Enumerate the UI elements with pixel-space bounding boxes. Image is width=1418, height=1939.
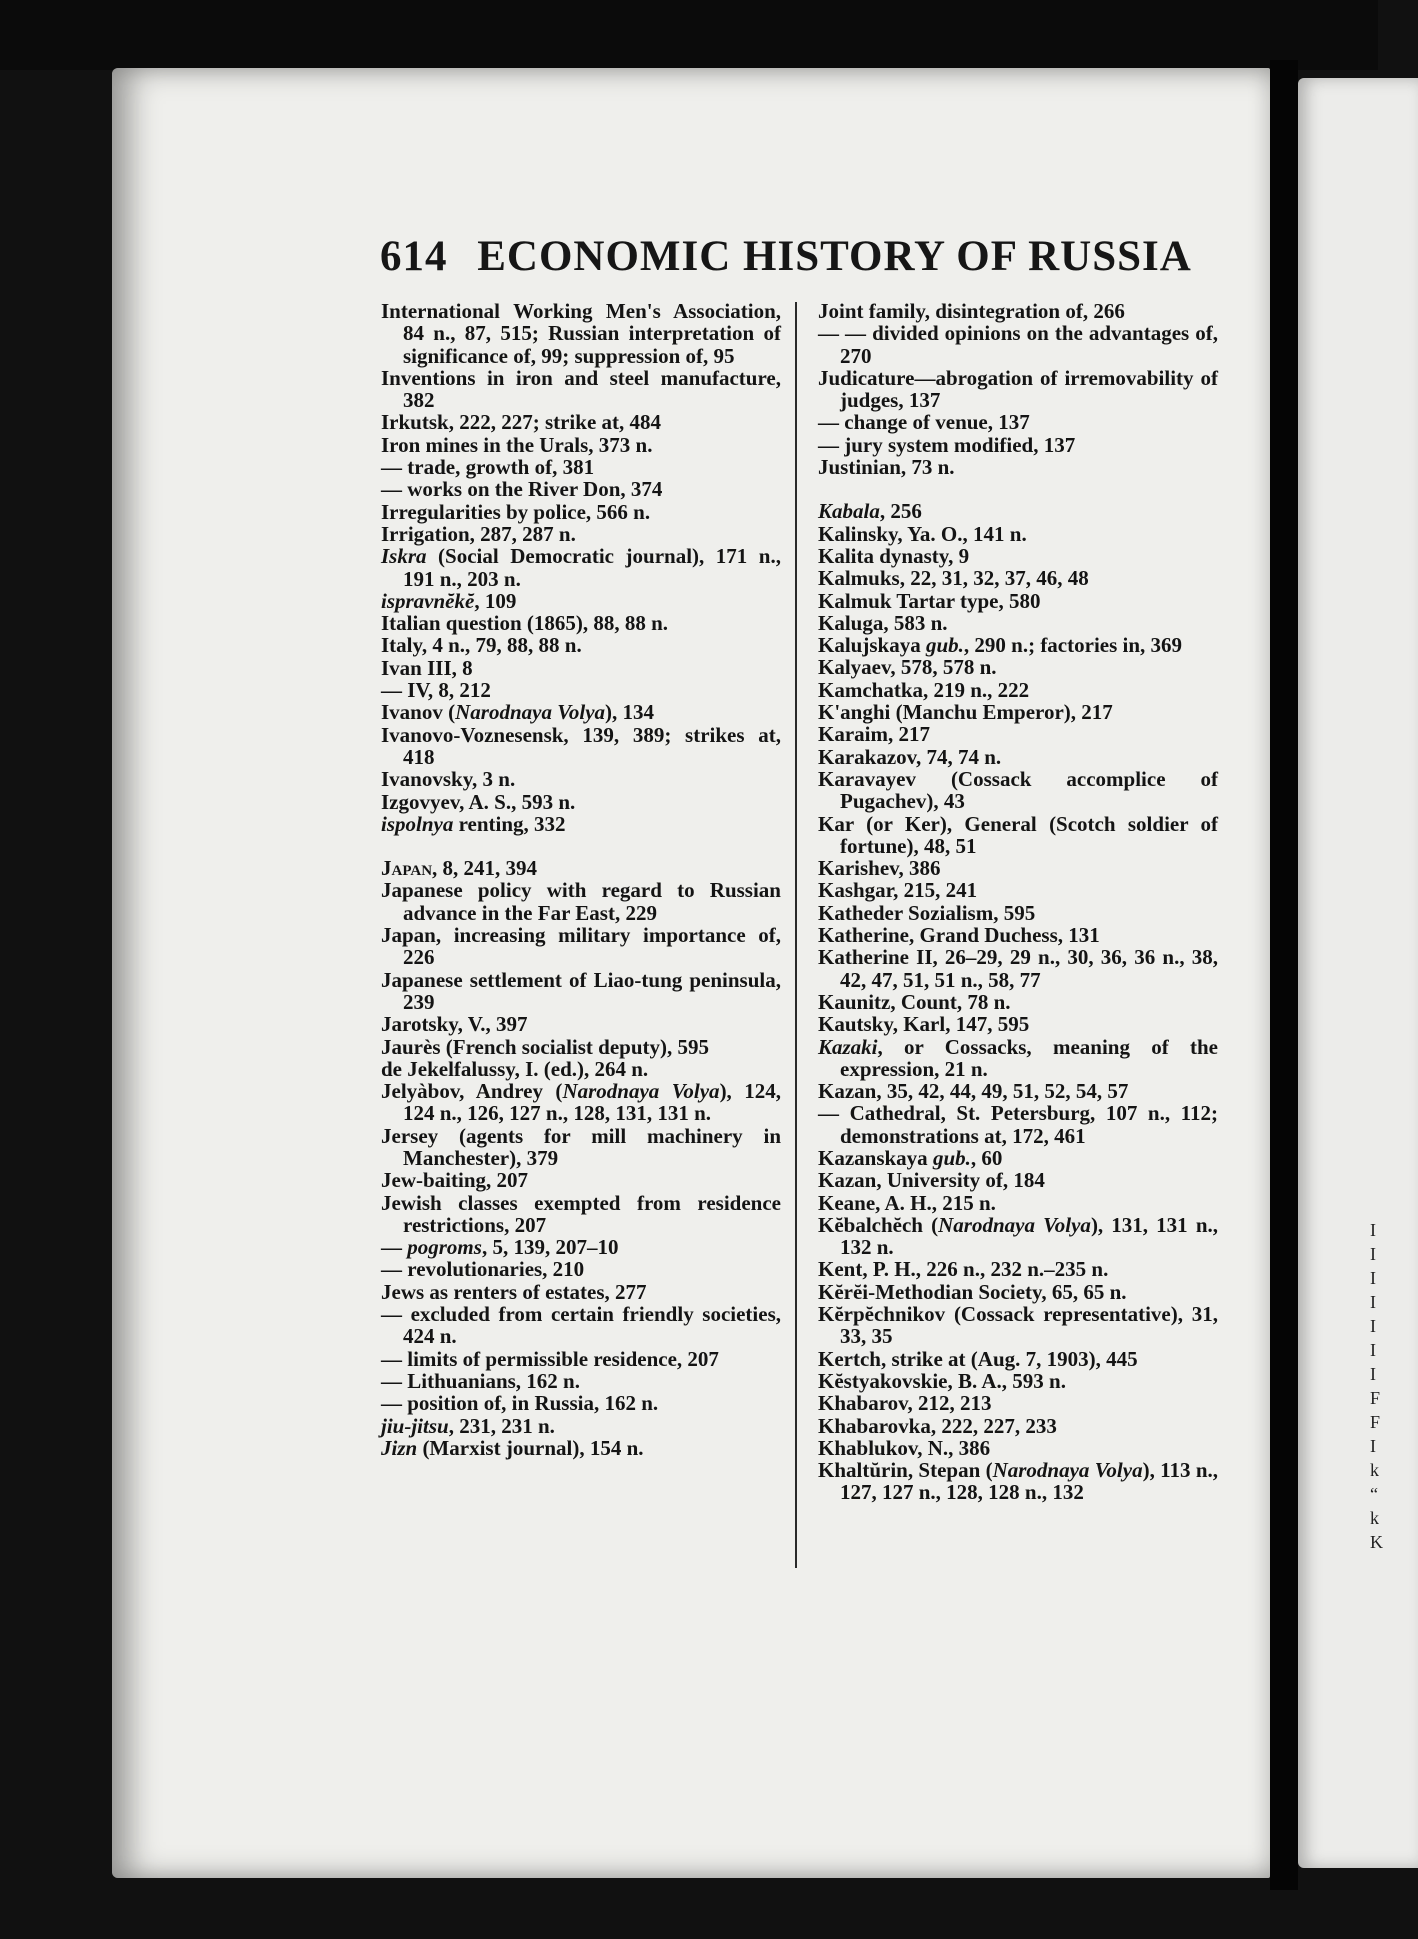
index-entry	[818, 1392, 1218, 1414]
index-entry	[818, 656, 1218, 678]
page-number: 614	[380, 233, 448, 280]
index-entry	[818, 1348, 1218, 1370]
entry-text: Justinian, 73 n.	[818, 455, 955, 480]
entry-text: Italy, 4 n., 79, 88, 88 n.	[381, 633, 582, 658]
entry-text: Kalita dynasty, 9	[818, 543, 970, 568]
index-entry	[381, 434, 781, 456]
entry-text: — trade, growth of, 381	[381, 455, 595, 480]
index-entry	[818, 411, 1218, 433]
edge-letter: I	[1370, 1316, 1376, 1336]
entry-text: Ivan III, 8	[381, 655, 473, 680]
entry-text: — Lithuanians, 162 n.	[381, 1368, 580, 1393]
entry-text: ), 131, 131 n., 132 n.	[840, 1212, 1218, 1260]
index-entry	[381, 1080, 781, 1125]
index-entry	[381, 1125, 781, 1170]
index-entry	[818, 434, 1218, 456]
index-entry	[381, 456, 781, 478]
entry-text: Karishev, 386	[818, 856, 941, 881]
entry-prefix: Ivanov (	[381, 700, 456, 725]
entry-italic: pogroms	[407, 1235, 482, 1260]
index-entry	[818, 545, 1218, 567]
index-entry	[381, 857, 781, 879]
entry-text: Ivanovo-Voznesensk, 139, 389; strikes at, 418	[381, 722, 781, 769]
entry-text: Izgovyev, A. S., 593 n.	[381, 789, 576, 814]
entry-text: Irregularities by police, 566 n.	[381, 499, 651, 524]
entry-text: (Social Democratic journal), 171 n., 191 n., 203 n.	[403, 544, 781, 591]
index-entry	[818, 1459, 1218, 1504]
index-entry	[818, 1192, 1218, 1214]
index-entry	[818, 902, 1218, 924]
index-entry	[818, 367, 1218, 412]
entry-text: Ivanovsky, 3 n.	[381, 767, 516, 792]
index-entry	[381, 590, 781, 612]
edge-letter: I	[1370, 1436, 1376, 1456]
entry-text: Japanese policy with regard to Russian advance in the Far East, 229	[381, 878, 781, 925]
entry-prefix: —	[381, 1235, 408, 1260]
index-entry	[381, 545, 781, 590]
entry-text: — IV, 8, 212	[381, 678, 491, 703]
entry-text: Katheder Sozialism, 595	[818, 900, 1036, 925]
facing-page	[1298, 78, 1418, 1868]
column-divider	[795, 302, 797, 1568]
entry-text: Kar (or Ker), General (Scotch soldier of fortune), 48, 51	[818, 811, 1218, 858]
index-entry	[381, 701, 781, 723]
entry-text: International Working Men's Association, 84 n., 87, 515; Russian interpretation of significance of, 99; suppression of, 95	[381, 299, 781, 368]
edge-letter: F	[1370, 1412, 1381, 1432]
index-section-gap	[381, 835, 781, 857]
index-entry	[381, 1036, 781, 1058]
entry-text: Khabarovka, 222, 227, 233	[818, 1413, 1057, 1438]
entry-text: ), 124, 124 n., 126, 127 n., 128, 131, 131 n.	[403, 1079, 781, 1126]
index-entry	[818, 1102, 1218, 1147]
index-entry	[381, 768, 781, 790]
entry-text: Keane, A. H., 215 n.	[818, 1190, 996, 1215]
index-entry	[381, 679, 781, 701]
index-entry	[381, 501, 781, 523]
entry-italic: ispolnya	[381, 811, 454, 836]
index-entry	[381, 1281, 781, 1303]
index-entry	[381, 367, 781, 412]
edge-letter: I	[1370, 1340, 1376, 1360]
entry-text: , 290 n.; factories in, 369	[963, 633, 1183, 658]
entry-text: , 256	[879, 499, 922, 524]
index-entry	[818, 300, 1218, 322]
scan-top-border	[0, 0, 1378, 70]
entry-text: Katherine II, 26–29, 29 n., 30, 36, 36 n., 38, 42, 47, 51, 51 n., 58, 77	[818, 945, 1218, 992]
entry-text: K'anghi (Manchu Emperor), 217	[818, 700, 1113, 725]
entry-text: Katherine, Grand Duchess, 131	[818, 923, 1100, 948]
entry-italic: Iskra	[381, 544, 427, 569]
index-entry	[381, 1348, 781, 1370]
index-entry	[818, 1281, 1218, 1303]
entry-text: — — divided opinions on the advantages of, 270	[818, 321, 1218, 368]
entry-text: Kamchatka, 219 n., 222	[818, 677, 1030, 702]
entry-italic: Narodnaya Volya	[562, 1079, 720, 1104]
facing-page-edge-letters	[1370, 1220, 1383, 1556]
index-entry	[381, 1370, 781, 1392]
entry-text: , 231, 231 n.	[448, 1413, 555, 1438]
entry-text: Kertch, strike at (Aug. 7, 1903), 445	[818, 1346, 1138, 1371]
entry-text: Kalinsky, Ya. O., 141 n.	[818, 521, 1027, 546]
edge-letter: F	[1370, 1388, 1381, 1408]
index-entry	[818, 723, 1218, 745]
index-column-right	[818, 300, 1218, 1504]
entry-text: , 109	[474, 588, 517, 613]
entry-text: Khabarov, 212, 213	[818, 1391, 992, 1416]
entry-text: — jury system modified, 137	[818, 432, 1076, 457]
index-section-gap	[818, 478, 1218, 500]
entry-text: Khablukov, N., 386	[818, 1435, 991, 1460]
index-entry	[381, 1192, 781, 1237]
entry-text: Jewish classes exempted from residence restrictions, 207	[381, 1190, 781, 1237]
index-entry	[381, 523, 781, 545]
index-entry	[818, 567, 1218, 589]
entry-text: Irkutsk, 222, 227; strike at, 484	[381, 410, 662, 435]
index-entry	[818, 590, 1218, 612]
entry-text: Kalmuk Tartar type, 580	[818, 588, 1041, 613]
index-entry	[818, 1437, 1218, 1459]
edge-letter: I	[1370, 1220, 1376, 1240]
entry-text: Japanese settlement of Liao-tung peninsula, 239	[381, 967, 781, 1014]
index-entry	[381, 813, 781, 835]
index-entry	[818, 1214, 1218, 1259]
entry-text: , 60	[970, 1145, 1003, 1170]
index-entry	[818, 456, 1218, 478]
entry-text: Joint family, disintegration of, 266	[818, 299, 1125, 323]
entry-text: Italian question (1865), 88, 88 n.	[381, 611, 669, 636]
index-entry	[818, 879, 1218, 901]
entry-text: Jews as renters of estates, 277	[381, 1279, 647, 1304]
entry-text: , 8, 241, 394	[432, 856, 538, 881]
index-entry	[818, 924, 1218, 946]
entry-text: Jew-baiting, 207	[381, 1168, 528, 1193]
entry-text: Jarotsky, V., 397	[381, 1012, 528, 1037]
index-entry	[381, 1392, 781, 1414]
index-entry	[381, 478, 781, 500]
entry-text: Kautsky, Karl, 147, 595	[818, 1012, 1030, 1037]
index-entry	[381, 1058, 781, 1080]
entry-prefix: Kazanskaya	[818, 1145, 933, 1170]
entry-text: de Jekelfalussy, I. (ed.), 264 n.	[381, 1056, 649, 1081]
index-entry	[818, 523, 1218, 545]
entry-text: ), 134	[605, 700, 655, 725]
index-entry	[818, 813, 1218, 858]
entry-text: , or Cossacks, meaning of the expression, 21 n.	[840, 1034, 1218, 1081]
entry-text: Karakazov, 74, 74 n.	[818, 744, 1002, 769]
entry-text: Kazan, 35, 42, 44, 49, 51, 52, 54, 57	[818, 1079, 1129, 1104]
index-entry	[381, 612, 781, 634]
index-entry	[818, 1303, 1218, 1348]
entry-text: Kazan, University of, 184	[818, 1168, 1045, 1193]
index-entry	[381, 1437, 781, 1459]
entry-text: — Cathedral, St. Petersburg, 107 n., 112; demonstrations at, 172, 461	[818, 1101, 1218, 1148]
entry-text: ), 113 n., 127, 127 n., 128, 128 n., 132	[840, 1458, 1218, 1505]
entry-text: renting, 332	[453, 811, 566, 836]
index-entry	[818, 1415, 1218, 1437]
index-entry	[818, 857, 1218, 879]
index-entry	[818, 679, 1218, 701]
index-entry	[381, 1236, 781, 1258]
edge-letter: I	[1370, 1268, 1376, 1288]
entry-text: Kĕrĕi-Methodian Society, 65, 65 n.	[818, 1279, 1127, 1304]
entry-text: Kĕstyakovskie, B. A., 593 n.	[818, 1368, 1066, 1393]
entry-prefix: Kĕbalchĕch (	[818, 1212, 939, 1237]
entry-text: Kalmuks, 22, 31, 32, 37, 46, 48	[818, 566, 1089, 591]
entry-italic: Narodnaya Volya	[455, 700, 606, 725]
running-header	[380, 232, 1192, 281]
index-entry	[381, 791, 781, 813]
entry-text: — works on the River Don, 374	[381, 477, 663, 502]
entry-text: Karaim, 217	[818, 722, 930, 747]
entry-text: Kaluga, 583 n.	[818, 610, 948, 635]
index-entry	[818, 1370, 1218, 1392]
entry-italic: Narodnaya Volya	[992, 1458, 1143, 1483]
index-entry	[818, 746, 1218, 768]
entry-text: Irrigation, 287, 287 n.	[381, 521, 576, 546]
entry-italic: Jizn	[381, 1435, 418, 1460]
entry-text: , 5, 139, 207–10	[481, 1235, 619, 1260]
entry-text: Japan, increasing military importance of, 226	[381, 923, 781, 970]
entry-text: — revolutionaries, 210	[381, 1257, 585, 1282]
index-entry	[381, 1258, 781, 1280]
index-entry	[381, 969, 781, 1014]
edge-letter: I	[1370, 1292, 1376, 1312]
edge-letter: k	[1370, 1508, 1379, 1528]
entry-text: Inventions in iron and steel manufacture, 382	[381, 365, 781, 413]
index-entry	[818, 768, 1218, 813]
index-entry	[381, 1415, 781, 1437]
entry-smallcaps: Japan	[381, 856, 433, 881]
entry-text: — position of, in Russia, 162 n.	[381, 1391, 659, 1416]
index-entry	[381, 411, 781, 433]
index-entry	[818, 1080, 1218, 1102]
index-entry	[818, 322, 1218, 367]
entry-italic: jiu-jitsu	[381, 1413, 449, 1438]
entry-text: — excluded from certain friendly societies, 424 n.	[381, 1302, 781, 1349]
index-entry	[818, 1147, 1218, 1169]
index-entry	[381, 1169, 781, 1191]
index-entry	[818, 946, 1218, 991]
index-entry	[381, 924, 781, 969]
index-entry	[818, 634, 1218, 656]
page-title: ECONOMIC HISTORY OF RUSSIA	[477, 233, 1192, 280]
entry-italic: Kabala	[818, 499, 880, 524]
edge-letter: I	[1370, 1364, 1376, 1384]
entry-text: — limits of permissible residence, 207	[381, 1346, 719, 1371]
index-entry	[818, 701, 1218, 723]
index-entry	[381, 724, 781, 769]
entry-prefix: Khaltŭrin, Stepan (	[818, 1458, 993, 1483]
entry-text: Kent, P. H., 226 n., 232 n.–235 n.	[818, 1257, 1109, 1282]
index-entry	[818, 1258, 1218, 1280]
entry-prefix: Jelyàbov, Andrey (	[381, 1079, 563, 1104]
entry-text: — change of venue, 137	[818, 410, 1030, 435]
index-entry	[818, 1036, 1218, 1081]
index-column-left	[381, 300, 781, 1459]
entry-text: (Marxist journal), 154 n.	[417, 1435, 644, 1460]
entry-text: Jersey (agents for mill machinery in Manchester), 379	[381, 1123, 781, 1170]
index-entry	[818, 991, 1218, 1013]
index-entry	[381, 657, 781, 679]
index-entry	[381, 634, 781, 656]
edge-letter: k	[1370, 1460, 1379, 1480]
entry-italic: gub.	[925, 633, 964, 658]
index-entry	[381, 1303, 781, 1348]
edge-letter: “	[1370, 1484, 1378, 1504]
entry-text: Kaunitz, Count, 78 n.	[818, 989, 1011, 1014]
entry-italic: gub.	[932, 1145, 971, 1170]
index-entry	[818, 1169, 1218, 1191]
entry-prefix: Kalujskaya	[818, 633, 926, 658]
entry-text: Jaurès (French socialist deputy), 595	[381, 1034, 710, 1059]
entry-text: Kalyaev, 578, 578 n.	[818, 655, 997, 680]
entry-italic: Kazaki	[818, 1034, 878, 1059]
index-entry	[381, 879, 781, 924]
entry-italic: Narodnaya Volya	[938, 1212, 1091, 1237]
entry-text: Kĕrpĕchnikov (Cossack representative), 31, 33, 35	[818, 1302, 1218, 1349]
index-entry	[381, 1013, 781, 1035]
entry-text: Iron mines in the Urals, 373 n.	[381, 432, 653, 457]
entry-italic: ispravnĕkĕ	[381, 588, 475, 613]
entry-text: Karavayev (Cossack accomplice of Pugachev), 43	[818, 766, 1218, 814]
edge-letter: K	[1370, 1532, 1383, 1552]
edge-letter: I	[1370, 1244, 1376, 1264]
index-entry	[818, 612, 1218, 634]
index-entry	[818, 500, 1218, 522]
book-gutter	[1270, 60, 1298, 1890]
index-entry	[381, 300, 781, 367]
entry-text: Kashgar, 215, 241	[818, 878, 978, 903]
index-entry	[818, 1013, 1218, 1035]
entry-text: Judicature—abrogation of irremovability of judges, 137	[818, 365, 1218, 413]
